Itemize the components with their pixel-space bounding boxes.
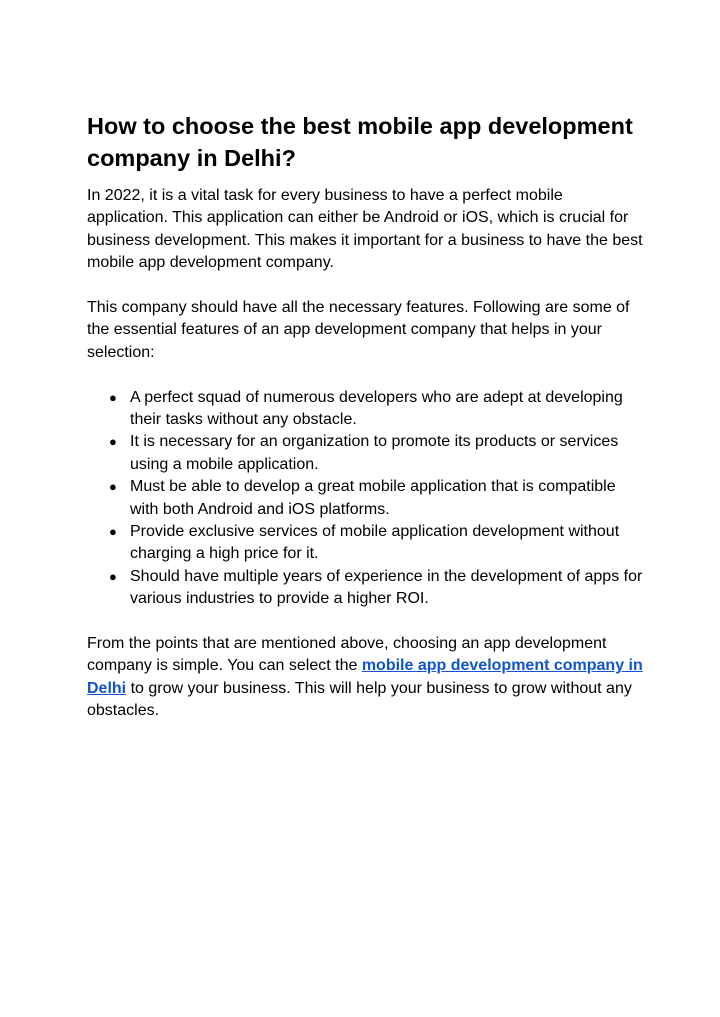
features-intro-paragraph: This company should have all the necessary features. Following are some of the essential features of an app development company that helps in your selection: — [87, 299, 630, 361]
bullet-icon: ● — [109, 389, 117, 405]
bullet-icon: ● — [109, 434, 117, 450]
intro-paragraph: In 2022, it is a vital task for every business to have a perfect mobile application. This application can either be Android or iOS, which is crucial for business development. This makes it important for a business to have the best mobile app development company. — [87, 187, 643, 272]
list-item — [87, 566, 647, 611]
list-item-text: A perfect squad of numerous developers who are adept at developing their tasks without any obstacle. — [130, 388, 623, 429]
company-link[interactable]: mobile app development company in Delhi — [87, 657, 643, 697]
paragraph-spacer — [87, 364, 647, 386]
document-title: How to choose the best mobile app development company in Delhi? — [87, 113, 633, 171]
conclusion-paragraph — [87, 633, 647, 723]
paragraph-spacer — [87, 611, 647, 633]
bullet-icon: ● — [109, 524, 117, 540]
features-list — [87, 387, 647, 611]
bullet-icon: ● — [109, 479, 117, 495]
list-item-text: It is necessary for an organization to promote its products or services using a mobile application. — [130, 433, 619, 473]
list-item — [87, 476, 647, 521]
list-item-text: Must be able to develop a great mobile application that is compatible with both Android and iOS platforms. — [130, 478, 616, 518]
list-item — [87, 387, 647, 432]
document-page — [87, 110, 647, 723]
paragraph-spacer — [87, 275, 647, 297]
list-item — [87, 431, 647, 476]
list-item-text: Provide exclusive services of mobile application development without charging a high price for it. — [130, 523, 620, 563]
conclusion-text-after-link: to grow your business. This will help your business to grow without any obstacles. — [87, 679, 632, 720]
list-item-text: Should have multiple years of experience in the development of apps for various industries to provide a higher ROI. — [130, 567, 643, 608]
bullet-icon: ● — [109, 568, 117, 584]
conclusion-text-before-link: From the points that are mentioned above, choosing an app development company is simple. You can select the — [87, 635, 607, 675]
list-item — [87, 521, 647, 566]
